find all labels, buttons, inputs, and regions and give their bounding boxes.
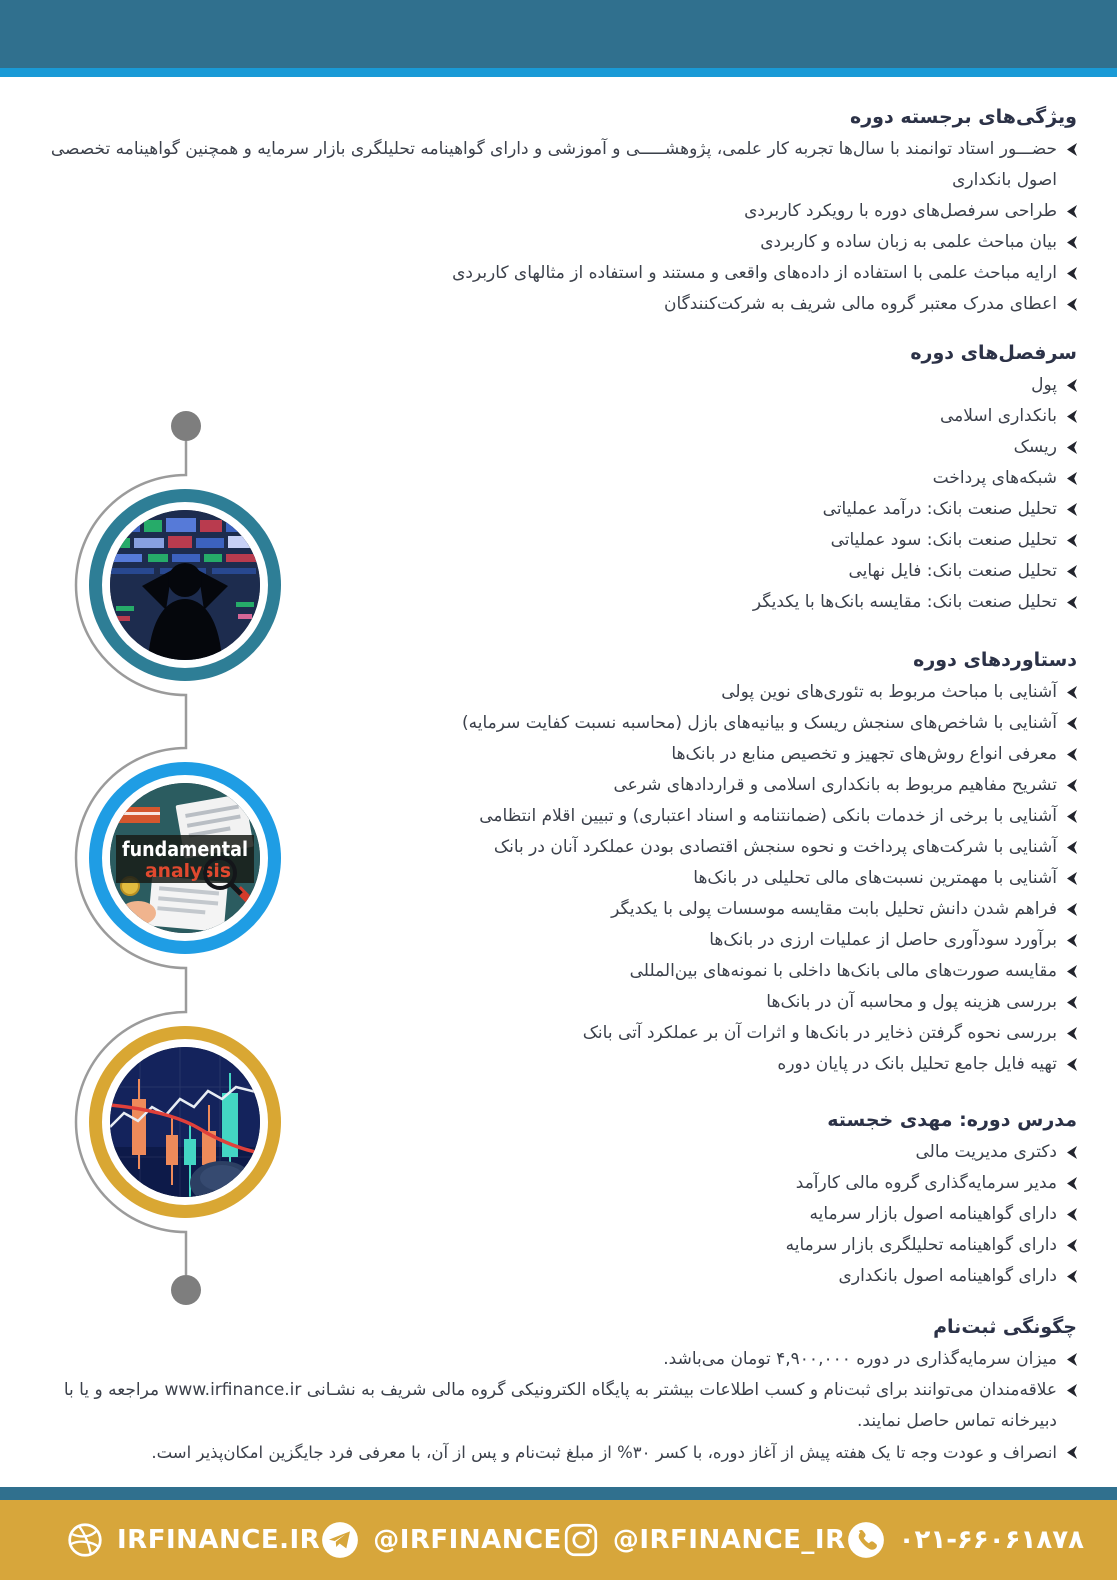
bullet-arrow-icon [1067, 1058, 1077, 1071]
section-title: سرفصل‌های دوره [910, 342, 1077, 364]
bullet-arrow-icon [1067, 748, 1077, 761]
bullet-arrow-icon [1067, 1270, 1077, 1283]
contact-phone [846, 1520, 1084, 1560]
website-label: IRFINANCE.IR [117, 1525, 321, 1555]
bullet-arrow-icon [1067, 1446, 1077, 1459]
instagram-icon [562, 1521, 600, 1559]
contact-telegram [320, 1520, 562, 1560]
bullet-arrow-icon [1067, 841, 1077, 854]
bullet-arrow-icon [1067, 596, 1077, 609]
phone-icon [846, 1520, 886, 1560]
bullet-arrow-icon [1067, 1177, 1077, 1190]
list-item: معرفی انواع روش‌های تجهیز و تخصیص منابع در بانک‌ها [36, 739, 1077, 770]
list-item: بیان مباحث علمی به زبان ساده و کاربردی [36, 227, 1077, 258]
section-title: ویژگی‌های برجسته دوره [850, 106, 1077, 128]
bullet-arrow-icon [1067, 1027, 1077, 1040]
footer-accent-strip [0, 1487, 1117, 1500]
list-item: میزان سرمایه‌گذاری در دوره ۴,۹۰۰,۰۰۰ تومان می‌باشد. [36, 1344, 1077, 1375]
bullet-arrow-icon [1067, 903, 1077, 916]
section-course-outcomes [36, 643, 1077, 1080]
top-header-bar [0, 0, 1117, 68]
analysis-label: analysis [145, 860, 231, 882]
list-item: دارای گواهینامه تحلیلگری بازار سرمایه [36, 1230, 1077, 1261]
bullet-arrow-icon [1067, 236, 1077, 249]
list-item: تشریح مفاهیم مربوط به بانکداری اسلامی و قراردادهای شرعی [36, 770, 1077, 801]
bullet-arrow-icon [1067, 1353, 1077, 1366]
list-item: پول [36, 370, 1077, 401]
contact-instagram [562, 1521, 846, 1559]
list-item: تحلیل صنعت بانک: درآمد عملیاتی [36, 494, 1077, 525]
list-item: بانکداری اسلامی [36, 401, 1077, 432]
bullet-arrow-icon [1067, 1146, 1077, 1159]
list-item: تحلیل صنعت بانک: سود عملیاتی [36, 525, 1077, 556]
dribbble-icon [66, 1521, 104, 1559]
contact-website [66, 1521, 320, 1559]
bullet-arrow-icon [1067, 717, 1077, 730]
list-item: دارای گواهینامه اصول بازار سرمایه [36, 1199, 1077, 1230]
bullet-arrow-icon [1067, 996, 1077, 1009]
bullet-arrow-icon [1067, 298, 1077, 311]
section-instructor [36, 1103, 1077, 1292]
list-item: مدیر سرمایه‌گذاری گروه مالی کارآمد [36, 1168, 1077, 1199]
section-title: چگونگی ثبت‌نام [933, 1316, 1077, 1338]
bullet-arrow-icon [1067, 779, 1077, 792]
bullet-arrow-icon [1067, 143, 1077, 156]
bullet-arrow-icon [1067, 503, 1077, 516]
bullet-arrow-icon [1067, 205, 1077, 218]
telegram-label: @IRFINANCE [373, 1525, 562, 1555]
section-course-highlights [36, 100, 1077, 320]
bullet-arrow-icon [1067, 534, 1077, 547]
list-item: مقایسه صورت‌های مالی بانک‌ها داخلی با نمونه‌های بین‌المللی [36, 956, 1077, 987]
list-item: انصراف و عودت وجه تا یک هفته پیش از آغاز دوره، با کسر ۳۰% از مبلغ ثبت‌نام و پس از آن، با معرفی فرد جایگزین امکان‌پذیر است. [36, 1437, 1077, 1468]
list-item: اعطای مدرک معتبر گروه مالی شریف به شرکت‌کنندگان [36, 289, 1077, 320]
bullet-arrow-icon [1067, 410, 1077, 423]
list-item: فراهم شدن دانش تحلیل بابت مقایسه موسسات پولی با یکدیگر [36, 894, 1077, 925]
bullet-arrow-icon [1067, 934, 1077, 947]
list-item: تحلیل صنعت بانک: مقایسه بانک‌ها با یکدیگر [36, 587, 1077, 618]
list-item: تحلیل صنعت بانک: فایل نهایی [36, 556, 1077, 587]
list-item: حضـــور استاد توانمند با سال‌ها تجربه کار علمی، پژوهشـــــی و آموزشی و دارای گواهینامه تحلیلگری بازار سرمایه و همچنین گواهینامه تخصصی اصول بانکداری [36, 134, 1077, 196]
list-item: آشنایی با شاخص‌های سنجش ریسک و بیانیه‌های بازل (محاسبه نسبت کفایت سرمایه) [36, 708, 1077, 739]
phone-label: ۰۲۱-۶۶۰۶۱۸۷۸ [898, 1525, 1084, 1555]
bullet-arrow-icon [1067, 686, 1077, 699]
telegram-icon [320, 1520, 360, 1560]
instagram-label: @IRFINANCE_IR [612, 1525, 846, 1555]
bullet-arrow-icon [1067, 965, 1077, 978]
list-item: آشنایی با برخی از خدمات بانکی (ضمانتنامه و اسناد اعتباری) و تبیین اقلام انتظامی [36, 801, 1077, 832]
fundamental-label: fundamental [122, 837, 248, 861]
bullet-arrow-icon [1067, 872, 1077, 885]
list-item: دکتری مدیریت مالی [36, 1137, 1077, 1168]
section-registration [36, 1310, 1077, 1468]
bullet-arrow-icon [1067, 810, 1077, 823]
bullet-arrow-icon [1067, 379, 1077, 392]
list-item: ارایه مباحث علمی با استفاده از داده‌های واقعی و مستند و استفاده از مثالهای کاربردی [36, 258, 1077, 289]
bullet-arrow-icon [1067, 565, 1077, 578]
list-item: آشنایی با شرکت‌های پرداخت و نحوه سنجش اقتصادی بودن عملکرد آنان در بانک [36, 832, 1077, 863]
section-course-syllabus [36, 336, 1077, 618]
list-item: علاقه‌مندان می‌توانند برای ثبت‌نام و کسب اطلاعات بیشتر به پایگاه الکترونیکی گروه مالی شریف به نشـانی www.irfinance.ir مراجعه و یا با دبیرخانه تماس حاصل نمایند. [36, 1375, 1077, 1437]
section-title: دستاوردهای دوره [913, 649, 1077, 671]
bullet-arrow-icon [1067, 1384, 1077, 1397]
list-item: شبکه‌های پرداخت [36, 463, 1077, 494]
list-item: آشنایی با مباحث مربوط به تئوری‌های نوین پولی [36, 677, 1077, 708]
list-item: تهیه فایل جامع تحلیل بانک در پایان دوره [36, 1049, 1077, 1080]
section-title: مدرس دوره: مهدی خجسته [827, 1109, 1077, 1131]
list-item: دارای گواهینامه اصول بانکداری [36, 1261, 1077, 1292]
list-item: بررسی نحوه گرفتن ذخایر در بانک‌ها و اثرات آن بر عملکرد آتی بانک [36, 1018, 1077, 1049]
flyer-body [0, 86, 1117, 1468]
footer-contact-bar [0, 1500, 1117, 1580]
list-item: بررسی هزینه پول و محاسبه آن در بانک‌ها [36, 987, 1077, 1018]
bullet-arrow-icon [1067, 472, 1077, 485]
bullet-arrow-icon [1067, 1239, 1077, 1252]
top-accent-strip [0, 68, 1117, 77]
bullet-arrow-icon [1067, 267, 1077, 280]
bullet-arrow-icon [1067, 1208, 1077, 1221]
list-item: آشنایی با مهمترین نسبت‌های مالی تحلیلی در بانک‌ها [36, 863, 1077, 894]
bullet-arrow-icon [1067, 441, 1077, 454]
list-item: ریسک [36, 432, 1077, 463]
list-item: برآورد سودآوری حاصل از عملیات ارزی در بانک‌ها [36, 925, 1077, 956]
list-item: طراحی سرفصل‌های دوره با رویکرد کاربردی [36, 196, 1077, 227]
